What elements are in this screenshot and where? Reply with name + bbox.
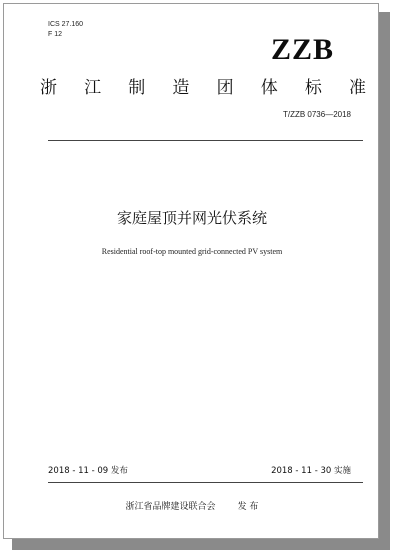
publisher-line	[4, 502, 380, 513]
publish-action: 发 布	[237, 502, 259, 512]
ics-code: ICS 27.160	[48, 21, 84, 28]
category-char: 准	[348, 78, 366, 98]
category-char: 江	[84, 78, 102, 98]
ccs-code: F 12	[48, 31, 63, 38]
implementation-date: 2018 - 11 - 30 实施	[271, 466, 351, 476]
category-char: 标	[304, 78, 322, 98]
standard-number: T/ZZB 0736—2018	[282, 110, 351, 119]
zzb-logo: ZZB	[270, 33, 334, 66]
standard-title-english: Residential roof-top mounted grid-connected PV system	[101, 247, 283, 256]
standard-category-title	[40, 78, 366, 98]
standard-title-chinese: 家庭屋顶并网光伏系统	[116, 209, 267, 227]
category-char: 浙	[40, 78, 57, 98]
publisher-name: 浙江省品牌建设联合会	[125, 502, 216, 512]
standard-cover-page	[3, 3, 379, 539]
category-char: 体	[260, 78, 278, 98]
bottom-divider	[48, 482, 363, 483]
issue-date: 2018 - 11 - 09 发布	[48, 466, 128, 476]
category-char: 团	[216, 78, 234, 98]
top-divider	[48, 140, 363, 141]
category-char: 制	[128, 78, 146, 98]
category-char: 造	[172, 78, 190, 98]
